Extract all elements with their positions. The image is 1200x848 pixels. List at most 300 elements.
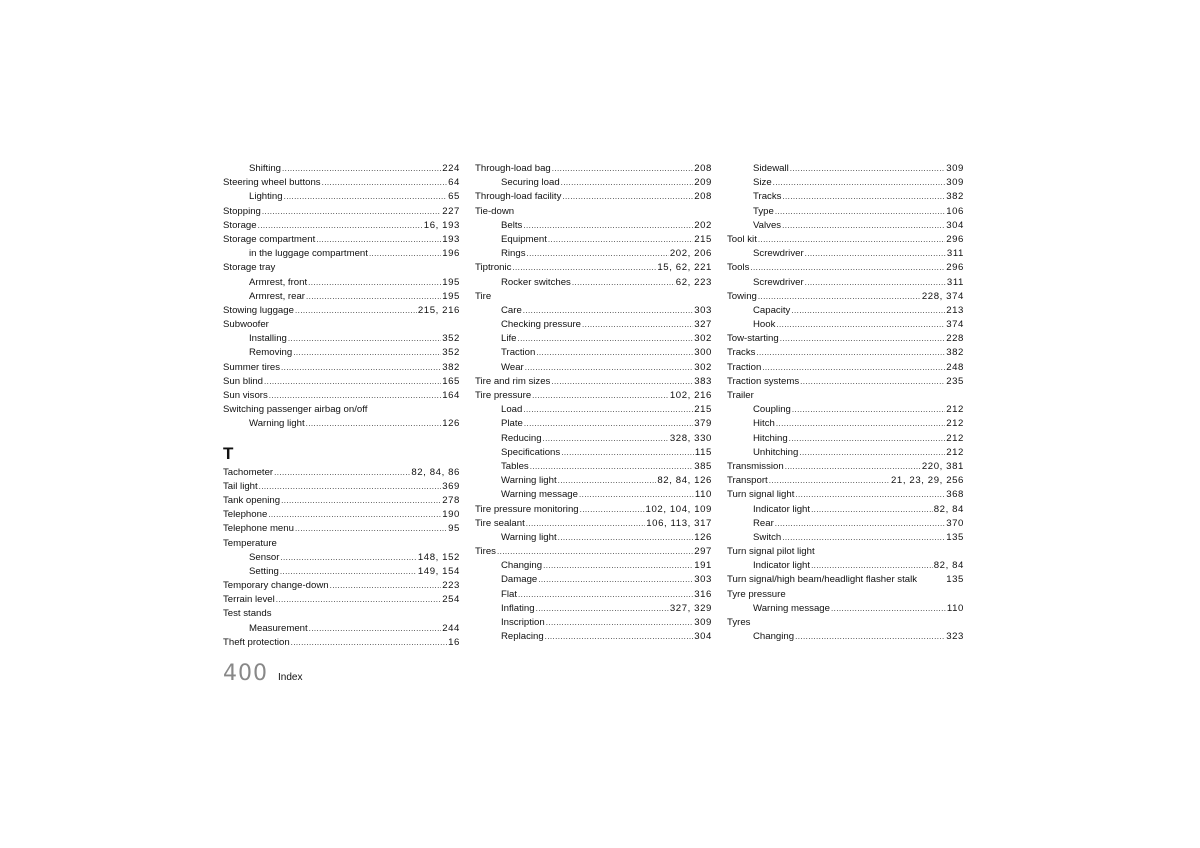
entry-page-refs: 278	[442, 494, 460, 506]
entry-label: Securing load	[501, 177, 560, 189]
dot-leader	[769, 474, 890, 488]
entry-label: Screwdriver	[753, 276, 804, 288]
entry-label: Tool kit	[727, 233, 757, 245]
dot-leader	[288, 332, 441, 346]
dot-leader	[782, 219, 945, 233]
entry-page-refs: 126	[694, 531, 712, 543]
dot-leader	[284, 190, 448, 204]
index-entry	[223, 389, 460, 403]
index-entry	[727, 375, 964, 389]
entry-label: Tachometer	[223, 466, 274, 478]
entry-label: Specifications	[501, 446, 561, 458]
entry-page-refs: 95	[448, 523, 460, 535]
dot-leader	[527, 247, 669, 261]
index-subentry	[223, 247, 460, 261]
entry-label: Flat	[501, 588, 517, 600]
index-subentry	[475, 417, 712, 431]
section-letter-heading: T	[223, 443, 234, 463]
entry-page-refs: 323	[946, 631, 964, 643]
dot-leader	[280, 565, 417, 579]
entry-label: Switching passenger airbag on/off	[223, 404, 368, 416]
entry-page-refs: 215, 216	[417, 304, 460, 316]
entry-label: Checking pressure	[501, 319, 581, 331]
entry-page-refs: 110	[946, 602, 964, 614]
dot-leader	[316, 233, 441, 247]
dot-leader	[281, 361, 441, 375]
entry-page-refs: 102, 216	[669, 390, 712, 401]
index-subentry	[223, 622, 460, 636]
entry-page-refs: 302	[694, 361, 712, 373]
dot-leader	[308, 276, 441, 290]
index-subentry	[727, 276, 964, 290]
index-entry	[223, 522, 460, 536]
entry-label: Equipment	[501, 233, 547, 245]
entry-page-refs: 149, 154	[417, 565, 460, 577]
index-subentry	[223, 565, 460, 579]
dot-leader	[561, 176, 694, 190]
dot-leader	[259, 480, 442, 494]
entry-page-refs: 370	[946, 517, 964, 529]
entry-label: Tracks	[753, 191, 782, 203]
entry-page-refs: 64	[448, 177, 460, 189]
entry-page-refs: 223	[442, 580, 460, 592]
entry-label: Rings	[501, 248, 526, 260]
entry-label: Load	[501, 404, 523, 416]
entry-label: Hitching	[753, 432, 788, 444]
entry-page-refs: 82, 84	[933, 560, 964, 572]
entry-page-refs: 304	[946, 219, 964, 231]
entry-page-refs: 309	[946, 177, 964, 189]
entry-page-refs: 208	[694, 191, 712, 203]
entry-label: Replacing	[501, 631, 544, 643]
dot-leader	[369, 247, 441, 261]
entry-label: Tyre pressure	[727, 588, 786, 600]
entry-label: Reducing	[501, 432, 542, 444]
dot-leader	[309, 622, 442, 636]
entry-page-refs: 316	[694, 588, 712, 600]
dot-leader	[306, 417, 442, 431]
entry-page-refs: 228, 374	[921, 290, 964, 302]
dot-leader	[773, 176, 946, 190]
entry-label: Through-load bag	[475, 163, 551, 174]
entry-page-refs: 21, 23, 29, 256	[890, 475, 964, 487]
entry-page-refs: 126	[442, 418, 460, 430]
index-subentry	[475, 176, 712, 190]
entry-page-refs: 62, 223	[675, 276, 712, 288]
entry-page-refs: 193	[442, 233, 460, 245]
index-subentry	[727, 176, 964, 190]
index-subentry	[727, 219, 964, 233]
dot-leader	[562, 190, 693, 204]
entry-label: Warning message	[753, 602, 830, 614]
entry-page-refs: 352	[442, 333, 460, 345]
dot-leader	[269, 389, 441, 403]
dot-leader	[295, 522, 447, 536]
entry-label: in the luggage compartment	[249, 248, 368, 260]
entry-page-refs: 165	[442, 375, 460, 387]
entry-label: Type	[753, 205, 774, 217]
dot-leader	[791, 304, 945, 318]
dot-leader	[782, 190, 945, 204]
entry-page-refs: 102, 104, 109	[645, 503, 712, 515]
dot-leader	[524, 417, 693, 431]
dot-leader	[274, 466, 410, 480]
entry-label: Removing	[249, 347, 293, 359]
index-entry	[223, 537, 460, 551]
entry-page-refs: 227	[442, 205, 460, 217]
index-subentry	[727, 432, 964, 446]
index-column-1	[223, 162, 460, 650]
entry-label: Belts	[501, 219, 523, 231]
entry-page-refs: 302	[694, 333, 712, 345]
entry-page-refs: 202, 206	[669, 248, 712, 260]
index-subentry	[475, 588, 712, 602]
dot-leader	[831, 602, 946, 616]
index-subentry	[475, 403, 712, 417]
entry-label: Life	[501, 333, 517, 345]
entry-page-refs: 190	[442, 509, 460, 521]
entry-label: Summer tires	[223, 361, 281, 373]
entry-label: Tire pressure monitoring	[475, 503, 579, 515]
index-entry	[727, 616, 964, 630]
index-subentry	[475, 531, 712, 545]
dot-leader	[558, 531, 694, 545]
entry-label: Inscription	[501, 617, 545, 628]
entry-page-refs: 212	[946, 432, 964, 444]
index-entry	[475, 545, 712, 559]
index-entry	[223, 579, 460, 593]
index-subentry	[475, 318, 712, 332]
entry-label: Warning light	[501, 475, 557, 487]
entry-label: Telephone	[223, 509, 268, 521]
entry-page-refs: 300	[694, 347, 712, 359]
index-entry	[223, 176, 460, 190]
index-subentry	[727, 318, 964, 332]
index-entry	[727, 332, 964, 346]
entry-label: Valves	[753, 219, 782, 231]
entry-page-refs: 195	[442, 290, 460, 302]
entry-label: Telephone menu	[223, 523, 294, 535]
index-subentry	[727, 630, 964, 644]
index-entry	[223, 494, 460, 508]
dot-leader	[548, 233, 693, 247]
index-entry	[223, 261, 460, 275]
entry-label: Plate	[501, 418, 523, 430]
index-entry	[223, 480, 460, 494]
index-entry	[223, 361, 460, 375]
index-entry	[727, 545, 964, 559]
entry-label: Transmission	[727, 460, 784, 472]
dot-leader	[782, 531, 945, 545]
dot-leader	[805, 247, 946, 261]
index-subentry	[475, 602, 712, 616]
index-subentry	[223, 290, 460, 304]
entry-page-refs: 212	[946, 404, 964, 416]
index-entry	[475, 261, 712, 275]
index-entry	[223, 508, 460, 522]
entry-page-refs: 309	[946, 163, 964, 174]
dot-leader	[280, 551, 416, 565]
entry-label: Tire pressure	[475, 390, 532, 401]
entry-label: Tiptronic	[475, 262, 512, 274]
dot-leader	[543, 432, 669, 446]
index-entry	[727, 474, 964, 488]
dot-leader	[789, 432, 946, 446]
entry-page-refs: 65	[448, 191, 460, 203]
index-column-3	[727, 162, 964, 644]
index-entry	[475, 162, 712, 176]
index-subentry	[475, 346, 712, 360]
dot-leader	[551, 375, 693, 389]
entry-page-refs: 382	[442, 361, 460, 373]
entry-label: Measurement	[249, 622, 308, 634]
index-entry	[223, 375, 460, 389]
entry-page-refs: 213	[946, 304, 964, 316]
entry-page-refs: 382	[946, 191, 964, 203]
index-subentry	[475, 446, 712, 460]
dot-leader	[546, 616, 693, 630]
index-subentry	[727, 417, 964, 431]
dot-leader	[517, 332, 693, 346]
index-subentry	[727, 559, 964, 573]
entry-page-refs: 385	[694, 460, 712, 472]
dot-leader	[790, 162, 945, 176]
entry-page-refs: 115	[694, 446, 712, 458]
dot-leader	[579, 488, 694, 502]
entry-label: Terrain level	[223, 594, 275, 606]
entry-label: Switch	[753, 531, 782, 543]
dot-leader	[258, 219, 423, 233]
entry-page-refs: 379	[694, 418, 712, 430]
dot-leader	[268, 508, 441, 522]
index-entry	[475, 290, 712, 304]
page-number: 400	[223, 661, 268, 686]
entry-page-refs: 82, 84, 126	[657, 475, 712, 487]
entry-label: Tyres	[727, 617, 751, 628]
entry-page-refs: 382	[946, 347, 964, 359]
entry-label: Traction	[727, 361, 762, 373]
index-entry	[727, 460, 964, 474]
dot-leader	[262, 205, 441, 219]
index-entry	[475, 205, 712, 219]
entry-label: Temperature	[223, 537, 277, 549]
entry-label: Test stands	[223, 608, 272, 620]
entry-page-refs: 311	[946, 276, 964, 288]
index-column-2	[475, 162, 712, 644]
entry-label: Size	[753, 177, 772, 189]
entry-page-refs: 110	[694, 489, 712, 501]
dot-leader	[572, 276, 675, 290]
index-entry	[475, 517, 712, 531]
index-entry	[727, 573, 964, 587]
index-subentry	[475, 332, 712, 346]
dot-leader	[536, 602, 669, 616]
entry-label: Rocker switches	[501, 276, 571, 288]
dot-leader	[776, 318, 945, 332]
entry-page-refs: 202	[694, 219, 712, 231]
index-entry	[727, 588, 964, 602]
entry-page-refs: 228	[946, 333, 964, 345]
dot-leader	[497, 545, 693, 559]
entry-label: Tire sealant	[475, 517, 525, 529]
index-subentry	[475, 432, 712, 446]
entry-page-refs: 303	[694, 574, 712, 586]
index-subentry	[727, 503, 964, 517]
entry-page-refs: 164	[442, 390, 460, 401]
dot-leader	[525, 361, 693, 375]
dot-leader	[523, 403, 693, 417]
entry-page-refs: 135	[946, 574, 964, 586]
entry-label: Through-load facility	[475, 191, 562, 203]
dot-leader	[811, 559, 933, 573]
entry-label: Rear	[753, 517, 774, 529]
dot-leader	[795, 630, 945, 644]
entry-label: Traction	[501, 347, 536, 359]
entry-label: Changing	[753, 631, 795, 643]
entry-label: Stopping	[223, 205, 261, 217]
dot-leader	[295, 304, 417, 318]
entry-label: Tow-starting	[727, 333, 779, 345]
entry-page-refs: 195	[442, 276, 460, 288]
dot-leader	[526, 517, 645, 531]
dot-leader	[322, 176, 448, 190]
entry-label: Screwdriver	[753, 248, 804, 260]
entry-page-refs: 224	[442, 163, 460, 174]
index-entry	[223, 233, 460, 247]
dot-leader	[775, 205, 945, 219]
entry-page-refs: 208	[694, 163, 712, 174]
entry-label: Towing	[727, 290, 757, 302]
entry-label: Capacity	[753, 304, 791, 316]
entry-label: Care	[501, 304, 522, 316]
entry-page-refs: 82, 84	[933, 503, 964, 515]
index-entry	[223, 636, 460, 650]
index-subentry	[475, 630, 712, 644]
entry-label: Damage	[501, 574, 538, 586]
entry-page-refs: 106	[946, 205, 964, 217]
dot-leader	[756, 346, 945, 360]
index-entry	[727, 290, 964, 304]
entry-page-refs: 374	[946, 319, 964, 331]
entry-label: Tie-down	[475, 205, 515, 217]
entry-label: Inflating	[501, 602, 535, 614]
index-subentry	[475, 276, 712, 290]
index-entry	[223, 403, 460, 417]
dot-leader	[291, 636, 447, 650]
entry-page-refs: 248	[946, 361, 964, 373]
index-entry	[727, 488, 964, 502]
index-subentry	[223, 162, 460, 176]
entry-page-refs: 215	[694, 404, 712, 416]
entry-page-refs: 383	[694, 375, 712, 387]
entry-page-refs: 135	[946, 531, 964, 543]
entry-label: Sidewall	[753, 163, 789, 174]
index-entry	[223, 304, 460, 318]
entry-page-refs: 196	[442, 248, 460, 260]
entry-label: Trailer	[727, 390, 754, 401]
dot-leader	[792, 403, 945, 417]
entry-label: Sun blind	[223, 375, 264, 387]
entry-label: Installing	[249, 333, 287, 345]
entry-page-refs: 352	[442, 347, 460, 359]
entry-label: Theft protection	[223, 636, 290, 648]
dot-leader	[800, 375, 945, 389]
dot-leader	[558, 474, 657, 488]
dot-leader	[330, 579, 442, 593]
index-entry	[223, 466, 460, 480]
dot-leader	[561, 446, 694, 460]
entry-page-refs: 212	[946, 418, 964, 430]
index-subentry	[727, 162, 964, 176]
entry-label: Unhitching	[753, 446, 799, 458]
entry-page-refs: 220, 381	[921, 460, 964, 472]
index-entry	[475, 375, 712, 389]
entry-label: Sensor	[249, 551, 280, 563]
index-subentry	[727, 446, 964, 460]
section-title: Index	[278, 672, 303, 683]
entry-label: Storage	[223, 219, 257, 231]
dot-leader	[281, 494, 441, 508]
entry-page-refs: 209	[694, 177, 712, 189]
entry-page-refs: 16	[448, 636, 460, 648]
entry-label: Indicator light	[753, 560, 811, 572]
entry-page-refs: 296	[946, 262, 964, 274]
index-subentry	[475, 559, 712, 573]
index-entry	[475, 190, 712, 204]
index-subentry	[727, 602, 964, 616]
entry-page-refs: 304	[694, 631, 712, 643]
dot-leader	[530, 460, 693, 474]
index-subentry	[475, 573, 712, 587]
entry-label: Changing	[501, 560, 543, 572]
dot-leader	[276, 593, 441, 607]
dot-leader	[545, 630, 694, 644]
index-entry	[223, 219, 460, 233]
index-entry	[727, 361, 964, 375]
entry-page-refs: 235	[946, 375, 964, 387]
entry-label: Tracks	[727, 347, 756, 359]
dot-leader	[293, 346, 441, 360]
entry-label: Steering wheel buttons	[223, 177, 321, 189]
entry-label: Tables	[501, 460, 529, 472]
dot-leader	[811, 503, 933, 517]
page-footer	[223, 661, 302, 686]
index-subentry	[727, 190, 964, 204]
entry-page-refs: 106, 113, 317	[646, 517, 712, 529]
dot-leader	[785, 460, 921, 474]
index-subentry	[727, 403, 964, 417]
entry-page-refs: 244	[442, 622, 460, 634]
entry-page-refs: 297	[694, 546, 712, 558]
entry-label: Warning message	[501, 489, 578, 501]
entry-label: Hook	[753, 319, 776, 331]
index-subentry	[727, 205, 964, 219]
index-subentry	[475, 304, 712, 318]
entry-page-refs: 82, 84, 86	[411, 466, 460, 478]
entry-page-refs: 15, 62, 221	[657, 262, 712, 274]
entry-page-refs: 311	[946, 248, 964, 260]
entry-label: Tank opening	[223, 494, 281, 506]
dot-leader	[538, 573, 693, 587]
entry-label: Turn signal pilot light	[727, 546, 815, 558]
entry-page-refs: 212	[946, 446, 964, 458]
entry-label: Warning light	[501, 531, 557, 543]
index-subentry	[223, 551, 460, 565]
dot-leader	[518, 588, 693, 602]
entry-label: Hitch	[753, 418, 775, 430]
entry-label: Transport	[727, 475, 768, 487]
index-subentry	[223, 332, 460, 346]
